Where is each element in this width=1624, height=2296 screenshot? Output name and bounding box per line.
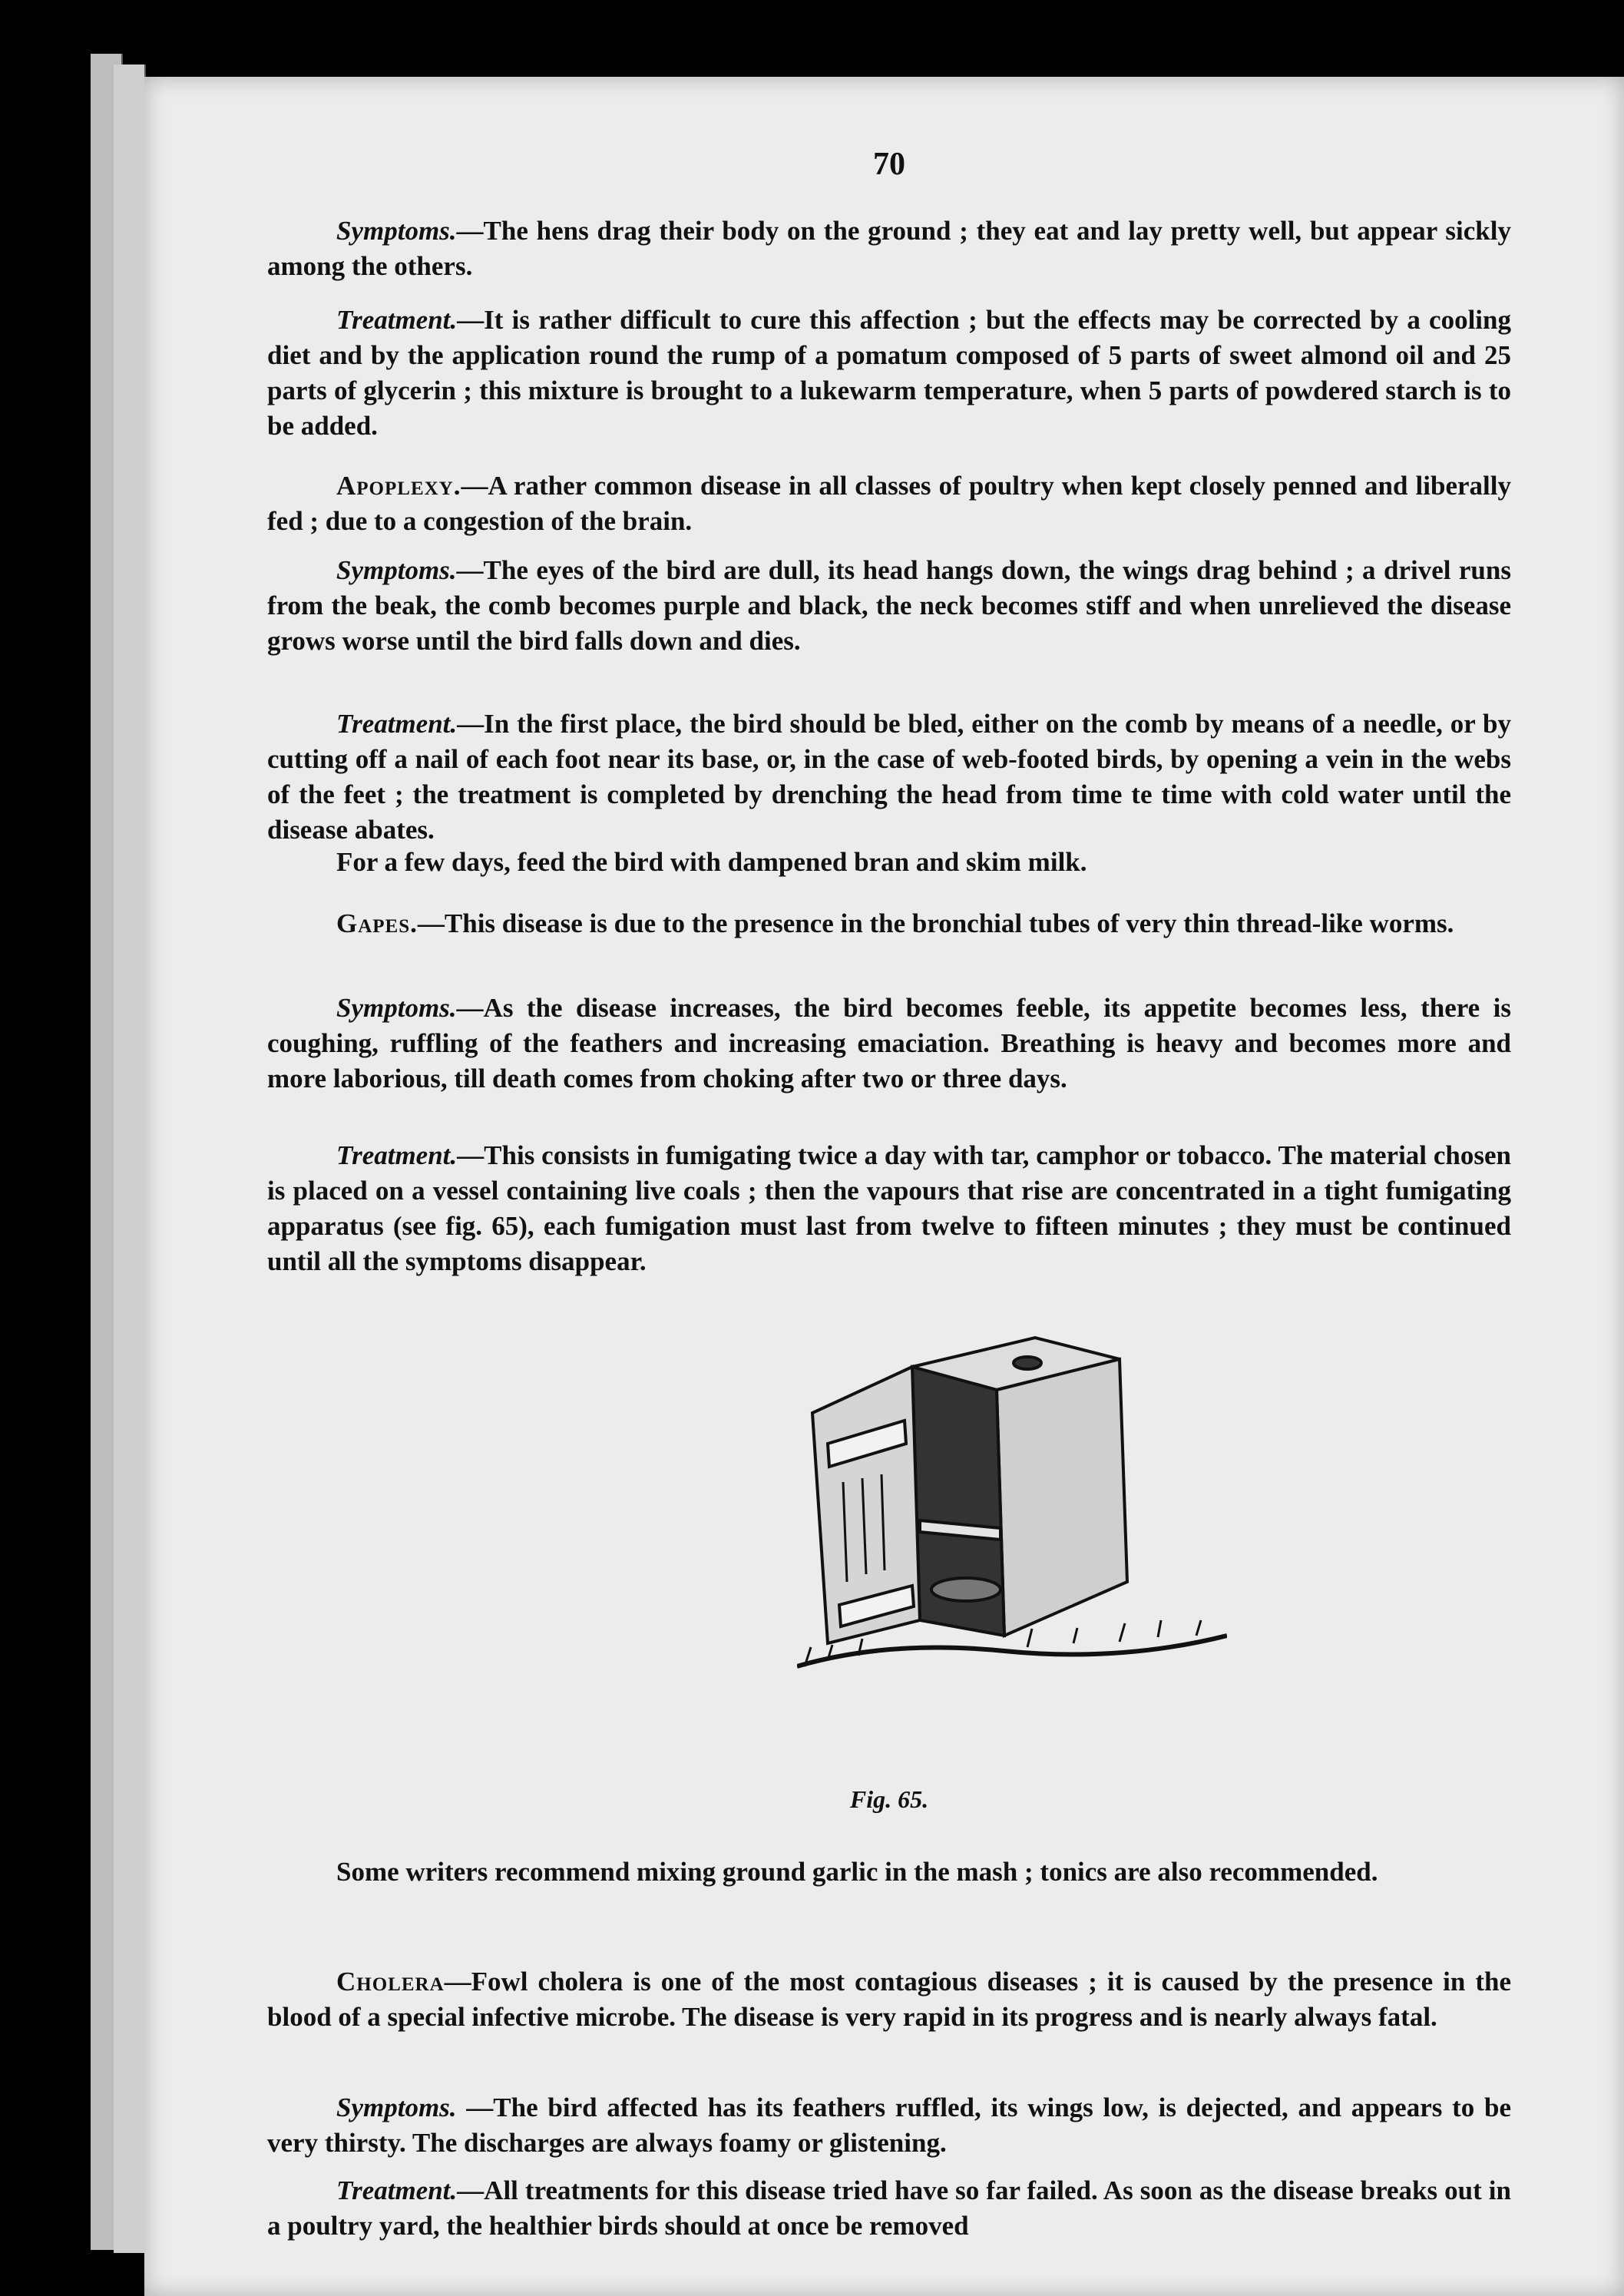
paragraph-apoplexy-treatment	[267, 706, 1511, 848]
paragraph-lead: Symptoms.	[336, 555, 457, 585]
paragraph-lead: Symptoms.	[336, 216, 457, 246]
paragraph-cholera-treatment	[267, 2173, 1511, 2244]
paragraph-text: —As the disease increases, the bird becomes feeble, its appetite becomes less, there is coughing, ruffling of the feathers and increasing emaciation. Breathing is heavy and becomes more and more laborious, till death comes from choking after two or three days.	[267, 993, 1511, 1093]
paragraph-gapes-treatment	[267, 1138, 1511, 1279]
figure-caption: Fig. 65.	[849, 1785, 929, 1813]
paragraph-text: —The hens drag their body on the ground ; they eat and lay pretty well, but appear sickly among the others.	[267, 216, 1511, 281]
paragraph-text: —Fowl cholera is one of the most contagious diseases ; it is caused by the presence in the blood of a special infective microbe. The disease is very rapid in its progress and is nearly always fatal.	[267, 1967, 1511, 2032]
paragraph-garlic	[267, 1854, 1511, 1890]
paragraph-hen-treatment	[267, 303, 1511, 444]
paragraph-text: For a few days, feed the bird with dampened bran and skim milk.	[336, 847, 1087, 877]
paragraph-text: —It is rather difficult to cure this affection ; but the effects may be corrected by a cooling diet and by the application round the rump of a pomatum composed of 5 parts of sweet almond oil and 25 parts of glycerin ; this mixture is brought to a lukewarm temperature, when 5 parts of powdered starch is to be added.	[267, 305, 1511, 441]
paragraph-text: Some writers recommend mixing ground garlic in the mash ; tonics are also recommended.	[336, 1857, 1378, 1887]
paragraph-text: —All treatments for this disease tried have so far failed. As soon as the disease breaks out in a poultry yard, the healthier birds should at once be removed	[267, 2175, 1511, 2241]
paragraph-text: —A rather common disease in all classes of poultry when kept closely penned and liberally fed ; due to a congestion of the brain.	[267, 471, 1511, 536]
paragraph-lead: Treatment.	[336, 709, 458, 739]
paragraph-lead: Symptoms.	[336, 2093, 457, 2122]
paragraph-gapes	[267, 906, 1511, 941]
paragraph-feeding	[267, 845, 1511, 880]
page-number: 70	[873, 147, 905, 182]
paragraph-lead: Treatment.	[336, 1140, 458, 1170]
paragraph-lead: Treatment.	[336, 2175, 458, 2205]
fumigating-box-illustration	[797, 1328, 1227, 1789]
paragraph-cholera-symptoms	[267, 2090, 1511, 2161]
paragraph-text: —In the first place, the bird should be bled, either on the comb by means of a needle, or by cutting off a nail of each foot near its base, or, in the case of web-footed birds, by opening a vein in the webs of the feet ; the treatment is completed by drenching the head from time te time with cold water until the disease abates.	[267, 709, 1511, 845]
paragraph-apoplexy	[267, 468, 1511, 539]
paragraph-text: —The bird affected has its feathers ruffled, its wings low, is dejected, and appears to be very thirsty. The discharges are always foamy or glistening.	[267, 2093, 1511, 2158]
section-heading: Cholera	[336, 1967, 445, 1997]
section-heading: Gapes.	[336, 908, 418, 938]
book-page	[144, 77, 1624, 2296]
paragraph-text: —This disease is due to the presence in the bronchial tubes of very thin thread-like worms.	[417, 908, 1454, 938]
paragraph-hen-symptoms	[267, 213, 1511, 284]
paragraph-text: —This consists in fumigating twice a day with tar, camphor or tobacco. The material chosen is placed on a vessel containing live coals ; then the vapours that rise are concentrated in a tight fumigating apparatus (see fig. 65), each fumigation must last from twelve to fifteen minutes ; they must be continued until all the symptoms disappear.	[267, 1140, 1511, 1276]
paragraph-cholera	[267, 1964, 1511, 2035]
paragraph-apoplexy-symptoms	[267, 553, 1511, 659]
page-edge-middle	[114, 65, 146, 2253]
paragraph-gapes-symptoms	[267, 991, 1511, 1097]
paragraph-text: —The eyes of the bird are dull, its head hangs down, the wings drag behind ; a drivel runs from the beak, the comb becomes purple and black, the neck becomes stiff and when unrelieved the disease grows worse until the bird falls down and dies.	[267, 555, 1511, 656]
paragraph-lead: Treatment.	[336, 305, 458, 335]
section-heading: Apoplexy.	[336, 471, 461, 501]
paragraph-lead: Symptoms.	[336, 993, 457, 1023]
